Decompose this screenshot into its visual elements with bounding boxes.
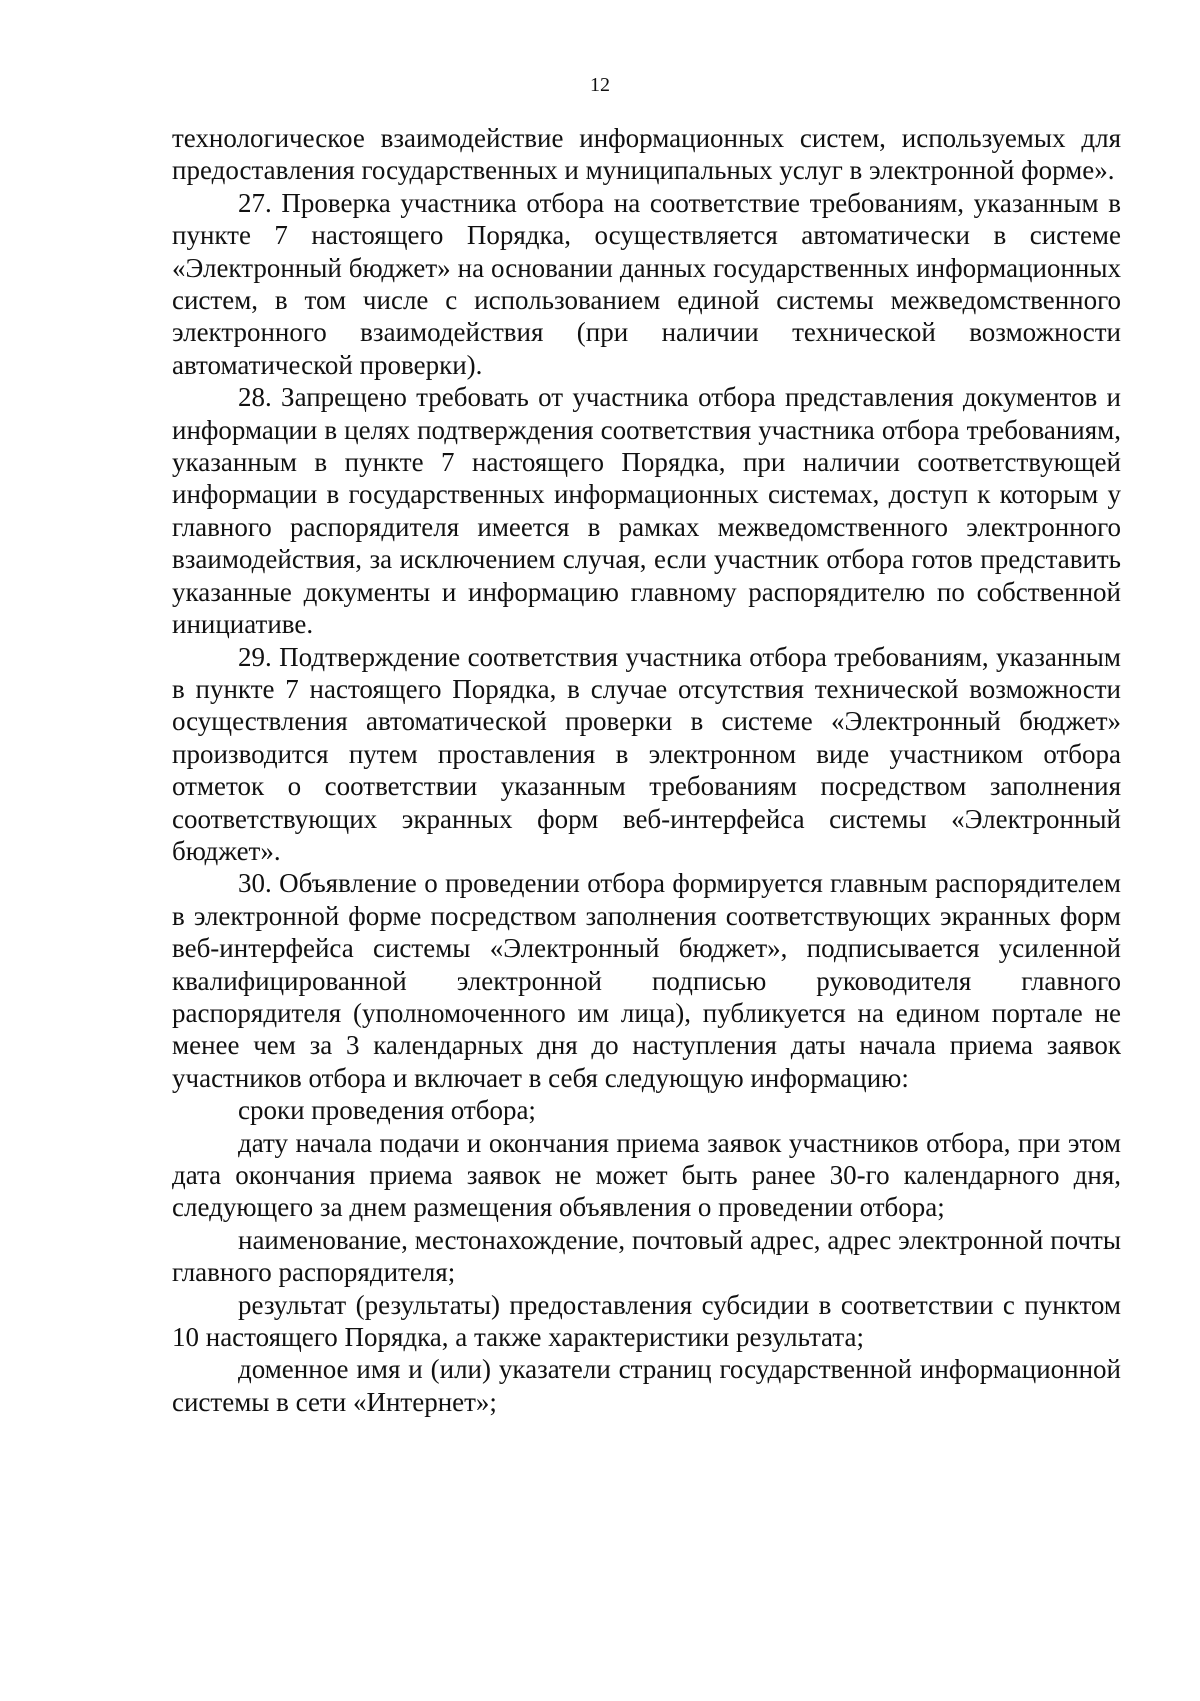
document-body: [172, 122, 1121, 1418]
page-number: 12: [590, 74, 610, 96]
paragraph-30: 30. Объявление о проведении отбора формируется главным распорядителем в электронной форме посредством заполнения соответствующих экранных форм веб-интерфейса системы «Электронный бюджет», подписывается усиленной квалифицированной электронной подписью руководителя главного распорядителя (уполномоченного им лица), публикуется на едином портале не менее чем за 3 календарных дня до наступления даты начала приема заявок участников отбора и включает в себя следующую информацию:: [172, 868, 1121, 1093]
list-item-subsidy-results: результат (результаты) предоставления субсидии в соответствии с пунктом 10 настоящего Порядка, а также характеристики результата;: [172, 1289, 1121, 1353]
paragraph-27: 27. Проверка участника отбора на соответствие требованиям, указанным в пункте 7 настоящего Порядка, осуществляется автоматически в системе «Электронный бюджет» на основании данных государственных информационных систем, в том числе с использованием единой системы межведомственного электронного взаимодействия (при наличии технической возможности автоматической проверки).: [172, 187, 1121, 380]
list-item-application-dates: дату начала подачи и окончания приема заявок участников отбора, при этом дата окончания приема заявок не может быть ранее 30-го календарного дня, следующего за днем размещения объявления о проведении отбора;: [172, 1127, 1121, 1223]
paragraph-28: 28. Запрещено требовать от участника отбора представления документов и информации в целях подтверждения соответствия участника отбора требованиям, указанным в пункте 7 настоящего Порядка, при наличии соответствующей информации в государственных информационных системах, доступ к которым у главного распорядителя имеется в рамках межведомственного электронного взаимодействия, за исключением случая, если участник отбора готов представить указанные документы и информацию главному распорядителю по собственной инициативе.: [172, 382, 1121, 640]
paragraph-continuation: технологическое взаимодействие информационных систем, используемых для предоставления государственных и муниципальных услуг в электронной форме».: [172, 123, 1121, 186]
list-item-domain-name: доменное имя и (или) указатели страниц государственной информационной системы в сети «Интернет»;: [172, 1354, 1121, 1417]
list-item-distributor-contacts: наименование, местонахождение, почтовый адрес, адрес электронной почты главного распорядителя;: [172, 1224, 1121, 1288]
list-item-selection-dates: сроки проведения отбора;: [238, 1095, 536, 1126]
paragraph-29: 29. Подтверждение соответствия участника отбора требованиям, указанным в пункте 7 настоящего Порядка, в случае отсутствия технической возможности осуществления автоматической проверки в системе «Электронный бюджет» производится путем проставления в электронном виде участником отбора отметок о соответствии указанным требованиям посредством заполнения соответствующих экранных форм веб-интерфейса системы «Электронный бюджет».: [172, 641, 1121, 866]
